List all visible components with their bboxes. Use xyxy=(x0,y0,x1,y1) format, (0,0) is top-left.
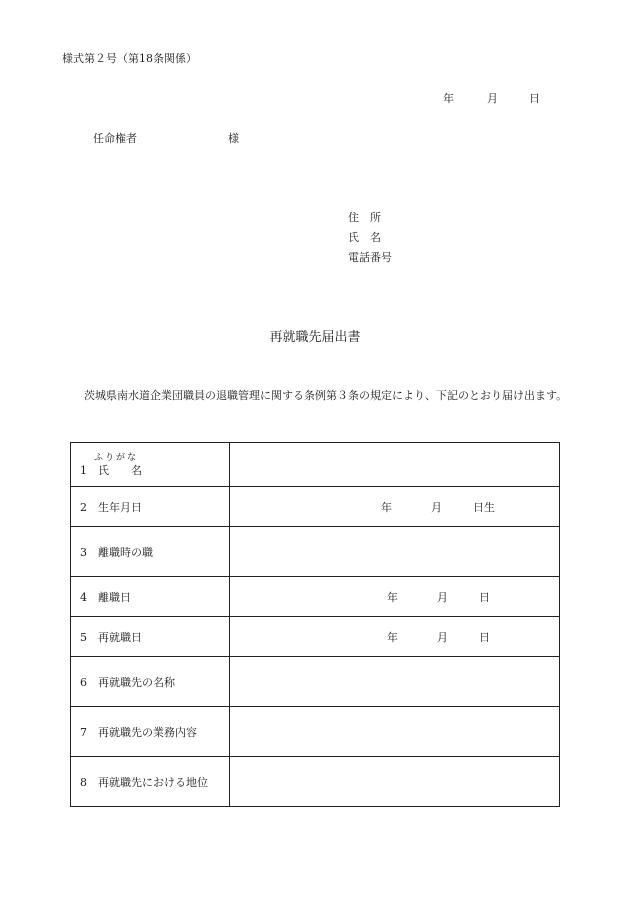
position-at-retirement-field[interactable] xyxy=(230,527,560,577)
new-employer-business-field[interactable] xyxy=(230,707,560,757)
row-label-new-position: 8 再就職先における地位 xyxy=(71,757,230,807)
reemployment-date-field[interactable] xyxy=(230,617,560,657)
date-day-label: 日 xyxy=(529,92,540,105)
row-label-new-employer-name: 6 再就職先の名称 xyxy=(71,657,230,707)
addressee-title: 任命権者 xyxy=(93,132,137,145)
date-month-label: 月 xyxy=(487,92,498,105)
form-number: 様式第２号（第18条関係） xyxy=(62,52,197,65)
new-position-field[interactable] xyxy=(230,757,560,807)
row-label-position-at-retirement: 3 離職時の職 xyxy=(71,527,230,577)
birthdate-field[interactable] xyxy=(230,487,560,527)
table-row xyxy=(71,443,560,487)
addressee xyxy=(93,130,239,146)
row-label-name: ふりがな 1 氏 名 xyxy=(71,443,230,487)
addressee-honorific: 様 xyxy=(228,132,239,145)
table-row xyxy=(71,657,560,707)
row-label-birthdate: 2 生年月日 xyxy=(71,487,230,527)
notification-table xyxy=(70,442,560,807)
document-body: 茨城県南水道企業団職員の退職管理に関する条例第３条の規定により、下記のとおり届け出ます。 xyxy=(84,389,568,402)
applicant-address-label: 住 所 xyxy=(348,211,381,224)
retirement-date-field[interactable] xyxy=(230,577,560,617)
table-row xyxy=(71,577,560,617)
table-row xyxy=(71,487,560,527)
name-field[interactable] xyxy=(230,443,560,487)
table-row xyxy=(71,617,560,657)
new-employer-name-field[interactable] xyxy=(230,657,560,707)
document-title: 再就職先届出書 xyxy=(269,330,361,345)
table-row xyxy=(71,527,560,577)
applicant-phone-label: 電話番号 xyxy=(348,251,392,264)
table-row xyxy=(71,707,560,757)
row-label-new-employer-business: 7 再就職先の業務内容 xyxy=(71,707,230,757)
row-label-reemployment-date: 5 再就職日 xyxy=(71,617,230,657)
birthdate-date: 年 月 日生 xyxy=(381,500,495,514)
table-row xyxy=(71,757,560,807)
date-year-label: 年 xyxy=(443,92,454,105)
retirement-date: 年 月 日 xyxy=(387,590,490,604)
row-label-retirement-date: 4 離職日 xyxy=(71,577,230,617)
applicant-name-label: 氏 名 xyxy=(348,231,381,244)
reemployment-date: 年 月 日 xyxy=(387,630,490,644)
submission-date xyxy=(443,90,540,106)
furigana-label: ふりがな xyxy=(94,452,139,463)
